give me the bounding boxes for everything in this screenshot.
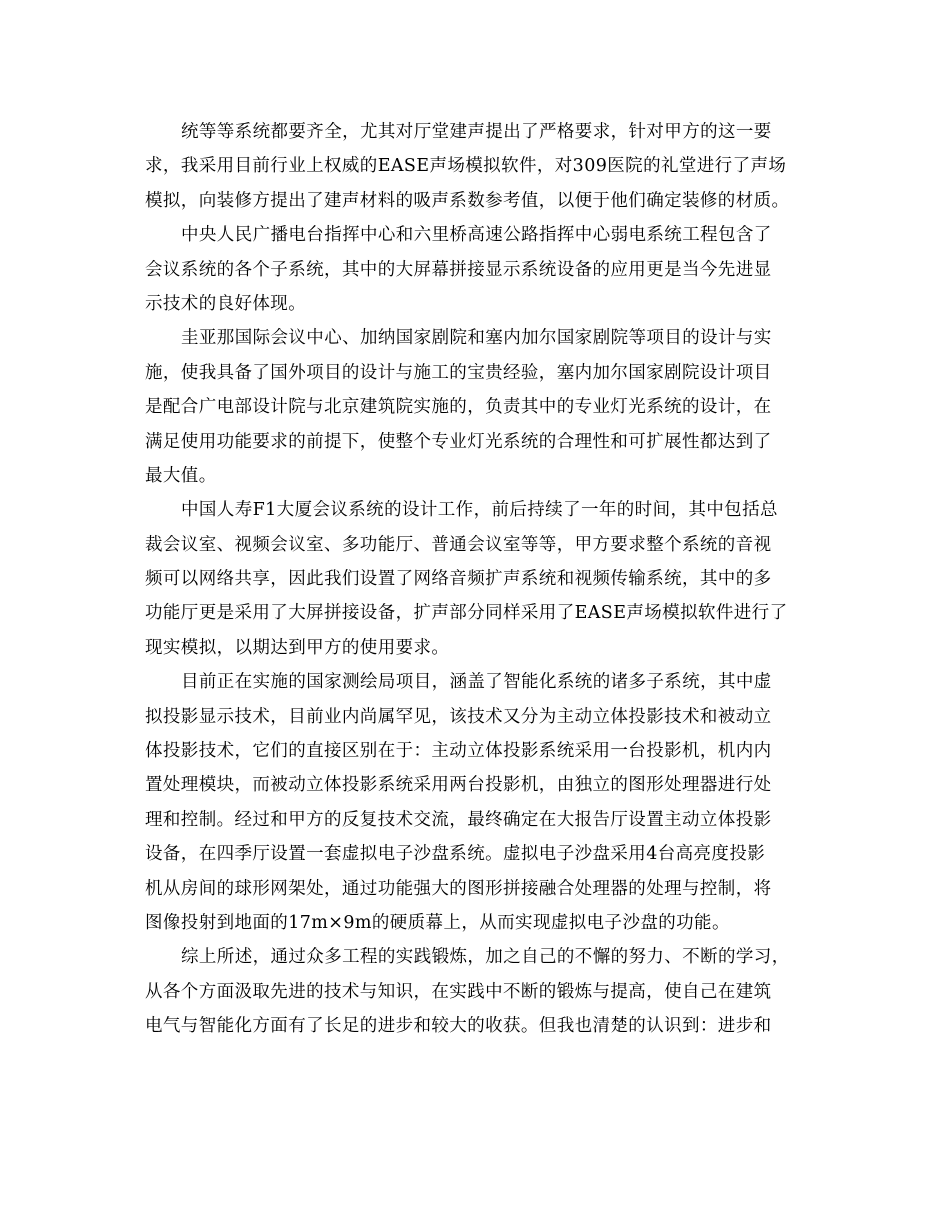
text-line: 机从房间的球形网架处，通过功能强大的图形拼接融合处理器的处理与控制，将 xyxy=(145,878,772,899)
document-body xyxy=(145,115,807,1044)
text-line: 中国人寿F1大厦会议系统的设计工作，前后持续了一年的时间，其中包括总 xyxy=(181,500,778,521)
text-line: 设备，在四季厅设置一套虚拟电子沙盘系统。虚拟电子沙盘采用4台高亮度投影 xyxy=(145,844,766,865)
text-line: 置处理模块，而被动立体投影系统采用两台投影机，由独立的图形处理器进行处 xyxy=(145,775,772,796)
text-line: 频可以网络共享，因此我们设置了网络音频扩声系统和视频传输系统，其中的多 xyxy=(145,569,772,590)
text-line: 统等等系统都要齐全，尤其对厅堂建声提出了严格要求，针对甲方的这一要 xyxy=(181,122,772,142)
text-line: 图像投射到地面的17m×9m的硬质幕上，从而实现虚拟电子沙盘的功能。 xyxy=(145,912,730,933)
text-line: 施，使我具备了国外项目的设计与施工的宝贵经验，塞内加尔国家剧院设计项目 xyxy=(145,362,772,383)
text-line: 示技术的良好体现。 xyxy=(145,293,307,314)
text-line: 满足使用功能要求的前提下，使整个专业灯光系统的合理性和可扩展性都达到了 xyxy=(145,431,772,452)
text-line: 最大值。 xyxy=(145,465,217,486)
text-line: 从各个方面汲取先进的技术与知识，在实践中不断的锻炼与提高，使自己在建筑 xyxy=(145,981,772,1002)
text-line: 现实模拟，以期达到甲方的使用要求。 xyxy=(145,637,450,658)
text-line: 理和控制。经过和甲方的反复技术交流，最终确定在大报告厅设置主动立体投影 xyxy=(145,809,772,830)
text-line: 目前正在实施的国家测绘局项目，涵盖了智能化系统的诸多子系统，其中虚 xyxy=(181,672,772,693)
text-line: 是配合广电部设计院与北京建筑院实施的，负责其中的专业灯光系统的设计，在 xyxy=(145,397,772,418)
text-line: 中央人民广播电台指挥中心和六里桥高速公路指挥中心弱电系统工程包含了 xyxy=(181,225,772,246)
text-line: 模拟，向装修方提出了建声材料的吸声系数参考值，以便于他们确定装修的材质。 xyxy=(145,190,790,211)
text-line: 功能厅更是采用了大屏拼接设备，扩声部分同样采用了EASE声场模拟软件进行了 xyxy=(145,603,788,624)
text-line: 电气与智能化方面有了长足的进步和较大的收获。但我也清楚的认识到：进步和 xyxy=(145,1016,772,1037)
text-line: 会议系统的各个子系统，其中的大屏幕拼接显示系统设备的应用更是当今先进显 xyxy=(145,259,772,280)
text-line: 体投影技术，它们的直接区别在于：主动立体投影系统采用一台投影机，机内内 xyxy=(145,741,772,762)
text-line: 综上所述，通过众多工程的实践锻炼，加之自己的不懈的努力、不断的学习， xyxy=(181,947,790,968)
text-line: 圭亚那国际会议中心、加纳国家剧院和塞内加尔国家剧院等项目的设计与实 xyxy=(181,328,772,349)
text-line: 求，我采用目前行业上权威的EASE声场模拟软件，对309医院的礼堂进行了声场 xyxy=(145,156,787,177)
text-line: 裁会议室、视频会议室、多功能厅、普通会议室等等，甲方要求整个系统的音视 xyxy=(145,534,772,555)
text-line: 拟投影显示技术，目前业内尚属罕见，该技术又分为主动立体投影技术和被动立 xyxy=(145,706,772,727)
